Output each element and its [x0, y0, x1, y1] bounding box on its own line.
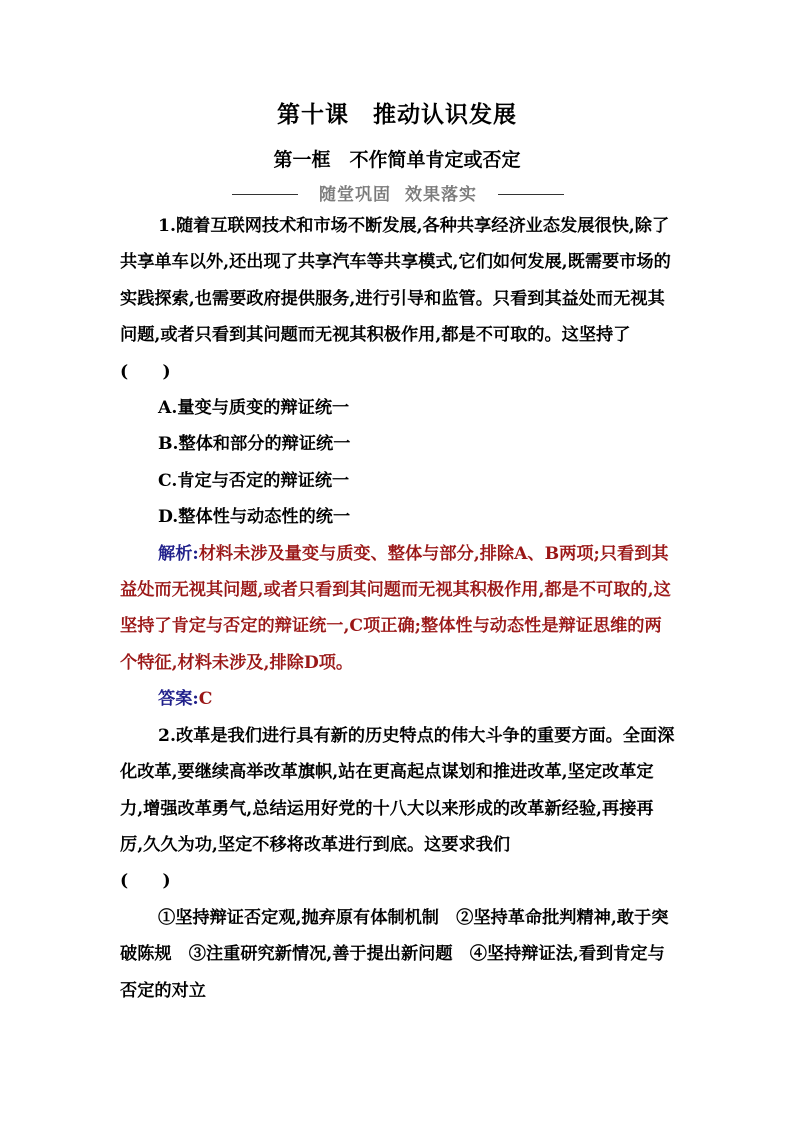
question-1-option-c: C.肯定与否定的辩证统一 — [158, 470, 350, 491]
banner-right-text: 效果落实 — [405, 185, 477, 205]
answer-label: 答案: — [158, 689, 199, 710]
banner-left-text: 随堂巩固 — [319, 185, 391, 205]
banner-text — [314, 183, 482, 207]
question-2-choices: ①坚持辩证否定观,抛弃原有体制机制 ②坚持革命批判精神,敢于突破陈规 ③注重研究新情况,善于提出新问题 ④坚持辩证法,看到肯定与否定的对立 — [120, 907, 669, 1001]
section-subtitle: 第一框 不作简单肯定或否定 — [273, 149, 521, 171]
banner-left-rule — [232, 194, 298, 195]
question-1-option-a: A.量变与质变的辩证统一 — [158, 398, 350, 419]
question-2-blank: ( ) — [120, 871, 171, 892]
question-2-text: 2.改革是我们进行具有新的历史特点的伟大斗争的重要方面。全面深化改革,要继续高举改革旗帜,站在更高起点谋划和推进改革,坚定改革定力,增强改革勇气,总结运用好党的十八大以来形成的改革新经验,再接再厉,久久为功,坚定不移将改革进行到底。这要求我们 — [120, 725, 675, 855]
question-1-blank: ( ) — [120, 361, 171, 382]
question-1-option-d: D.整体性与动态性的统一 — [158, 507, 351, 528]
question-1-option-b: B.整体和部分的辩证统一 — [158, 434, 351, 455]
banner-right-rule — [498, 194, 564, 195]
lesson-title: 第十课 推动认识发展 — [277, 101, 517, 128]
question-1-analysis — [120, 536, 676, 682]
question-body — [120, 208, 676, 1009]
question-1-answer — [120, 681, 676, 717]
question-1-text: 1.随着互联网技术和市场不断发展,各种共享经济业态发展很快,除了共享单车以外,还出现了共享汽车等共享模式,它们如何发展,既需要市场的实践探索,也需要政府提供服务,进行引导和监管。只看到其益处而无视其问题,或者只看到其问题而无视其积极作用,都是不可取的。这坚持了 — [120, 216, 671, 346]
answer-value: C — [198, 689, 213, 710]
analysis-label: 解析: — [158, 543, 199, 564]
question-1-stem — [120, 208, 676, 390]
question-2-stem — [120, 718, 676, 900]
section-banner — [232, 183, 564, 207]
analysis-text: 材料未涉及量变与质变、整体与部分,排除A、B两项;只看到其益处而无视其问题,或者只看到其问题而无视其积极作用,都是不可取的,这坚持了肯定与否定的辩证统一,C项正确;整体性与动态性是辩证思维的两个特征,材料未涉及,排除D项。 — [120, 543, 671, 673]
